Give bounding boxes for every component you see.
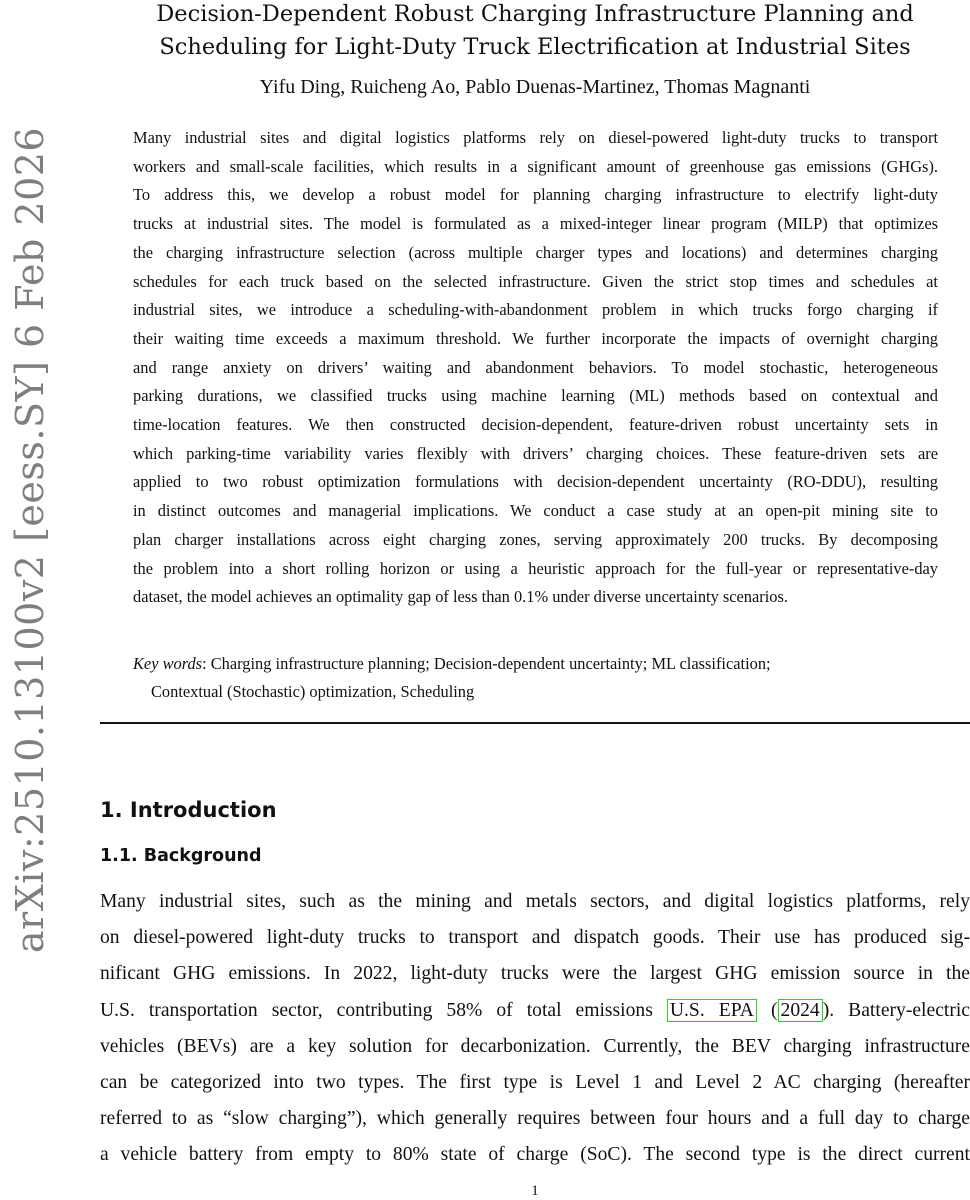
body-line: on diesel-powered light-duty trucks to transport and dispatch goods. Their use has produced sig-	[100, 927, 970, 949]
body-line	[100, 993, 970, 1029]
section-heading: 1. Introduction	[100, 798, 277, 822]
arxiv-sidebar	[0, 0, 60, 1200]
abstract-line: which parking-time variability varies flexibly with drivers’ charging choices. These feature-driven sets are	[133, 443, 938, 463]
abstract-line: schedules for each truck based on the selected infrastructure. Given the strict stop times and schedules at	[133, 271, 938, 291]
abstract-line: parking durations, we classified trucks using machine learning (ML) methods based on contextual and	[133, 386, 938, 406]
body-line: can be categorized into two types. The first type is Level 1 and Level 2 AC charging (hereafter	[100, 1072, 970, 1094]
abstract-line: and range anxiety on drivers’ waiting and abandonment behaviors. To model stochastic, heterogeneous	[133, 357, 938, 377]
citation-link-author[interactable]: U.S. EPA	[667, 999, 757, 1022]
abstract-line: plan charger installations across eight charging zones, serving approximately 200 trucks. By decomposing	[133, 529, 938, 549]
body-line: a vehicle battery from empty to 80% state of charge (SoC). The second type is the direct current	[100, 1144, 970, 1166]
keywords	[133, 650, 938, 706]
abstract-line: workers and small-scale facilities, which results in a significant amount of greenhouse gas emissions (GHGs).	[133, 156, 938, 176]
horizontal-divider	[100, 722, 970, 724]
citation-link-year[interactable]: 2024	[778, 999, 823, 1022]
abstract-line: To address this, we develop a robust model for planning charging infrastructure to electrify light-duty	[133, 185, 938, 205]
body-text-fragment: U.S. transportation sector, contributing 58% of total emissions	[100, 999, 653, 1021]
paper-title	[100, 0, 970, 64]
body-line: vehicles (BEVs) are a key solution for decarbonization. Currently, the BEV charging infrastructure	[100, 1035, 970, 1057]
title-line: Decision-Dependent Robust Charging Infrastructure Planning and	[156, 1, 914, 27]
body-line: nificant GHG emissions. In 2022, light-duty trucks were the largest GHG emission source in the	[100, 963, 970, 985]
abstract-line: the charging infrastructure selection (across multiple charger types and locations) and determines charging	[133, 242, 938, 262]
body-paragraph	[100, 884, 970, 1174]
body-line: Many industrial sites, such as the mining and metals sectors, and digital logistics platforms, rely	[100, 891, 970, 912]
keywords-text: : Charging infrastructure planning; Decision-dependent uncertainty; ML classification;	[202, 654, 771, 673]
subsection-heading: 1.1. Background	[100, 846, 262, 866]
abstract-line: time-location features. We then constructed decision-dependent, feature-driven robust uncertainty sets in	[133, 415, 938, 435]
keywords-text: Contextual (Stochastic) optimization, Scheduling	[151, 682, 475, 701]
keywords-line	[133, 650, 938, 678]
abstract	[133, 124, 938, 612]
abstract-line: in distinct outcomes and managerial implications. We conduct a case study at an open-pit mining site to	[133, 501, 938, 521]
page-number: 1	[531, 1183, 539, 1199]
abstract-line: their waiting time exceeds a maximum threshold. We further incorporate the impacts of overnight charging	[133, 328, 938, 348]
abstract-line: industrial sites, we introduce a scheduling-with-abandonment problem in which trucks forgo charging if	[133, 300, 938, 320]
abstract-line: trucks at industrial sites. The model is formulated as a mixed-integer linear program (MILP) that optimizes	[133, 214, 938, 234]
body-line: referred to as “slow charging”), which generally requires between four hours and a full day to charge	[100, 1108, 970, 1130]
abstract-line: dataset, the model achieves an optimality gap of less than 0.1% under diverse uncertainty scenarios.	[133, 587, 788, 607]
author-list: Yifu Ding, Ruicheng Ao, Pablo Duenas-Martinez, Thomas Magnanti	[259, 76, 811, 98]
abstract-line: Many industrial sites and digital logistics platforms rely on diesel-powered light-duty trucks to transport	[133, 128, 938, 147]
body-text-fragment: ). Battery-electric	[822, 999, 970, 1021]
title-line: Scheduling for Light-Duty Truck Electrification at Industrial Sites	[159, 34, 911, 60]
arxiv-stamp: arXiv:2510.13100v2 [eess.SY] 6 Feb 2026	[8, 126, 52, 954]
body-text-fragment: (	[771, 999, 778, 1021]
keywords-label: Key words	[133, 654, 203, 673]
abstract-line: the problem into a short rolling horizon or using a heuristic approach for the full-year or representative-day	[133, 558, 938, 578]
abstract-line: applied to two robust optimization formulations with decision-dependent uncertainty (RO-DDU), resulting	[133, 472, 938, 492]
